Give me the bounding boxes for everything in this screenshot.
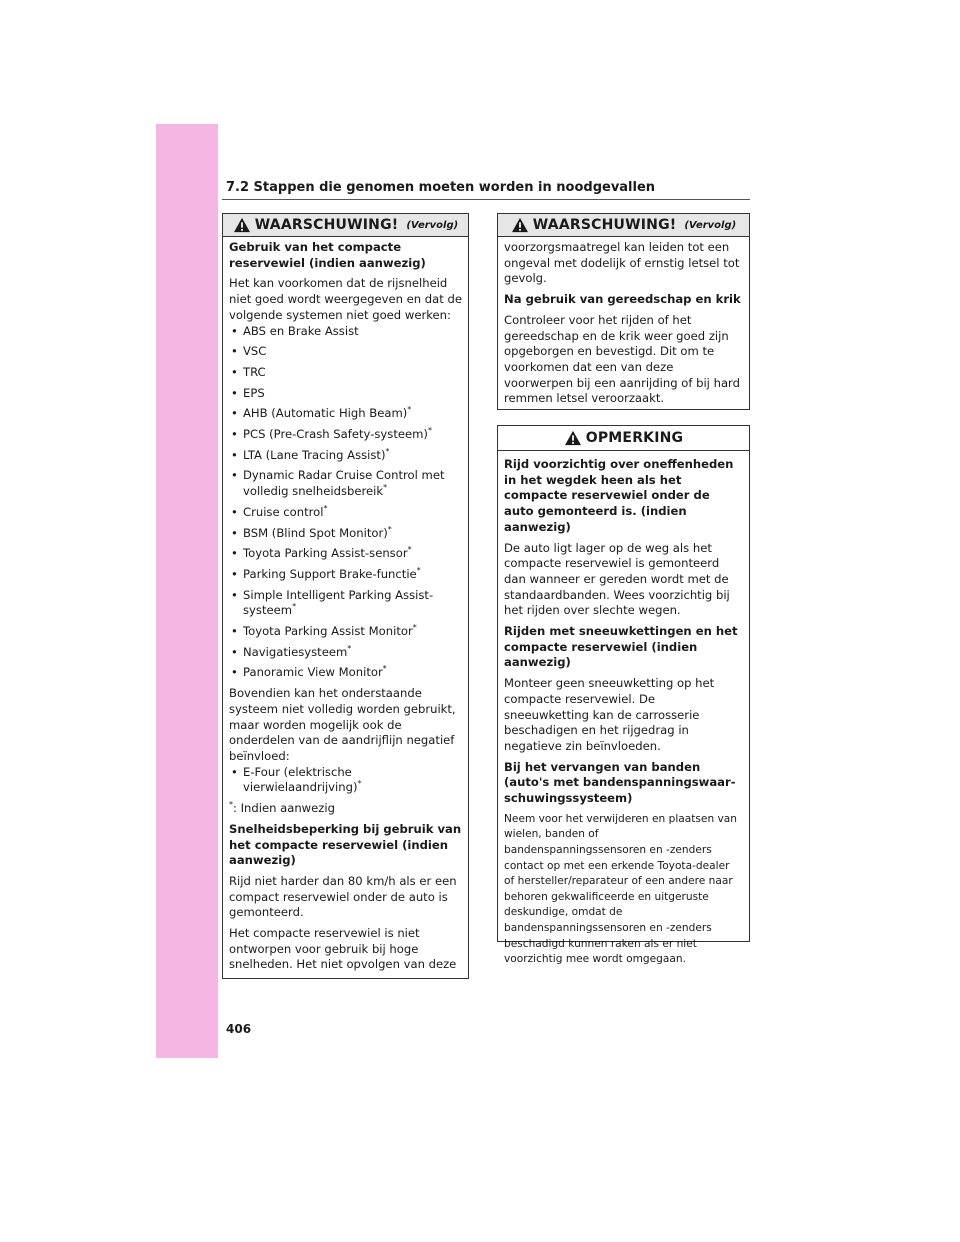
footnote-asterisk: * — [412, 623, 417, 633]
item-label: ABS en Brake Assist — [243, 323, 359, 338]
item-label: Parking Support Brake-functie — [243, 566, 417, 581]
list-item — [229, 427, 462, 443]
item-label: Toyota Parking Assist Monitor — [243, 624, 413, 639]
uneven-paragraph: De auto ligt lager op de weg als het compacte reservewiel is gemonteerd dan wanneer er gereden wordt met de standaardbanden. Wees voorzichtig bij het rijden over slechte wegen. — [504, 540, 730, 618]
intro-paragraph: Het kan voorkomen dat de rijsnelheid niet goed wordt weergegeven en dat de volgende systemen niet goed werken: — [229, 276, 462, 322]
speed-paragraph-2: Het compacte reservewiel is niet ontworpen voor gebruik bij hoge snelheden. Het niet opvolgen van deze — [229, 926, 457, 972]
list-item — [229, 365, 462, 381]
item-label: VSC — [243, 344, 267, 359]
item-label: Cruise control — [243, 504, 324, 519]
list-item — [229, 386, 462, 402]
list-item — [229, 468, 462, 499]
note-header — [498, 426, 749, 451]
item-label: TRC — [243, 364, 266, 379]
item-label: EPS — [243, 385, 265, 400]
warning-triangle-icon — [233, 217, 251, 233]
footnote-asterisk: * — [383, 483, 388, 493]
page-number: 406 — [226, 1022, 252, 1036]
list-item — [229, 324, 462, 340]
item-label: E-Four (elektrische vierwielaandrijving) — [243, 764, 358, 795]
warning-continued: (Vervolg) — [684, 219, 737, 231]
tpws-paragraph: Neem voor het verwijderen en plaatsen van wielen, banden of bandenspanningssensoren en -zenders contact op met een erkende Toyota-dealer of hersteller/reparateur of een andere naar behoren gekwalificeerde en uitgeruste deskundige, omdat de bandenspanningssensoren en -zenders beschadigd kunnen raken als er niet voorzichtig mee wordt omgegaan. — [504, 812, 738, 966]
item-label: PCS (Pre-Crash Safety-systeem) — [243, 427, 428, 442]
heading-tools: Na gebruik van gereedschap en krik — [504, 292, 741, 307]
note-box — [497, 425, 750, 966]
also-paragraph: Bovendien kan het onderstaande systeem niet volledig worden gebruikt, maar worden mogelijk ook de onderdelen van de aandrijflijn negatief beïnvloed: — [229, 686, 456, 763]
warning-title: WAARSCHUWING! — [254, 217, 399, 233]
tools-paragraph: Controleer voor het rijden of het gereedschap en de krik weer goed zijn opgeborgen en bevestigd. Dit om te voorkomen dat een van deze voorwerpen bij een aanrijding of bij hard remmen letsel veroorzaakt. — [504, 312, 740, 406]
warning-continued: (Vervolg) — [406, 219, 459, 231]
section-title: 7.2 Stappen die genomen moeten worden in noodgevallen — [226, 180, 656, 195]
footnote-asterisk: * — [385, 446, 390, 456]
heading-uneven-road: Rijd voorzichtig over oneffenheden in het wegdek heen als het compacte reservewiel onder de auto gemonteerd is. (indien aanwezig) — [504, 457, 734, 534]
item-label: Dynamic Radar Cruise Control met volledig snelheidsbereik — [243, 468, 445, 499]
warning-title: WAARSCHUWING! — [532, 217, 677, 233]
warning-header — [498, 214, 749, 237]
footnote-asterisk: * — [323, 503, 328, 513]
heading-divider — [222, 199, 750, 200]
footnote-text: : Indien aanwezig — [233, 801, 335, 816]
systems-list — [229, 324, 462, 682]
heading-tire-replacement: Bij het vervangen van banden (auto's met bandenspanningswaar-schuwingssysteem) — [504, 759, 736, 806]
item-label: Toyota Parking Assist-sensor — [243, 546, 408, 561]
list-item — [229, 406, 462, 422]
list-item — [229, 526, 462, 542]
list-item — [229, 624, 462, 640]
heading-spare-wheel: Gebruik van het compacte reservewiel (indien aanwezig) — [229, 240, 426, 270]
footnote-asterisk: * — [407, 405, 412, 415]
item-label: Navigatiesysteem — [243, 644, 348, 659]
footnote-asterisk: * — [357, 779, 362, 789]
item-label: LTA (Lane Tracing Assist) — [243, 447, 386, 462]
heading-snow-chains: Rijden met sneeuwkettingen en het compacte reservewiel (indien aanwezig) — [504, 624, 738, 670]
footnote-asterisk: * — [407, 545, 412, 555]
list-item — [229, 588, 462, 619]
chapter-tab-bar — [156, 124, 218, 1058]
list-item — [229, 448, 462, 464]
warning-header — [223, 214, 468, 237]
footnote-asterisk: * — [292, 602, 297, 612]
list-item — [229, 344, 462, 360]
list-item — [229, 505, 462, 521]
item-label: BSM (Blind Spot Monitor) — [243, 525, 388, 540]
note-body — [498, 451, 749, 968]
list-item — [229, 765, 462, 796]
list-item — [229, 567, 462, 583]
chains-paragraph: Monteer geen sneeuwketting op het compacte reservewiel. De sneeuwketting kan de carrosserie beschadigen en het rijgedrag in negatieve zin beïnvloeden. — [504, 676, 715, 753]
footnote-asterisk: * — [347, 643, 352, 653]
warning-box-right — [497, 213, 750, 410]
note-title: OPMERKING — [585, 430, 684, 446]
speed-paragraph-1: Rijd niet harder dan 80 km/h als er een compact reservewiel onder de auto is gemonteerd. — [229, 873, 457, 920]
also-list — [229, 765, 462, 796]
item-label: Simple Intelligent Parking Assist-systeem — [243, 587, 434, 618]
footnote-asterisk: * — [416, 566, 421, 576]
continued-paragraph: voorzorgsmaatregel kan leiden tot een ongeval met dodelijk of ernstig letsel tot gevolg. — [504, 240, 740, 286]
notice-triangle-icon — [564, 430, 582, 446]
footnote-asterisk: * — [229, 800, 233, 810]
warning-body-right — [498, 237, 749, 407]
footnote-asterisk: * — [387, 524, 392, 534]
list-item — [229, 665, 462, 681]
warning-box-left — [222, 213, 469, 979]
list-item — [229, 645, 462, 661]
warning-body-left — [223, 237, 468, 973]
item-label: Panoramic View Monitor — [243, 665, 383, 680]
footnote — [229, 801, 462, 817]
item-label: AHB (Automatic High Beam) — [243, 406, 408, 421]
warning-triangle-icon — [511, 217, 529, 233]
heading-speed-limit: Snelheidsbeperking bij gebruik van het compacte reservewiel (indien aanwezig) — [229, 821, 462, 868]
footnote-asterisk: * — [382, 664, 387, 674]
footnote-asterisk: * — [427, 426, 432, 436]
list-item — [229, 546, 462, 562]
